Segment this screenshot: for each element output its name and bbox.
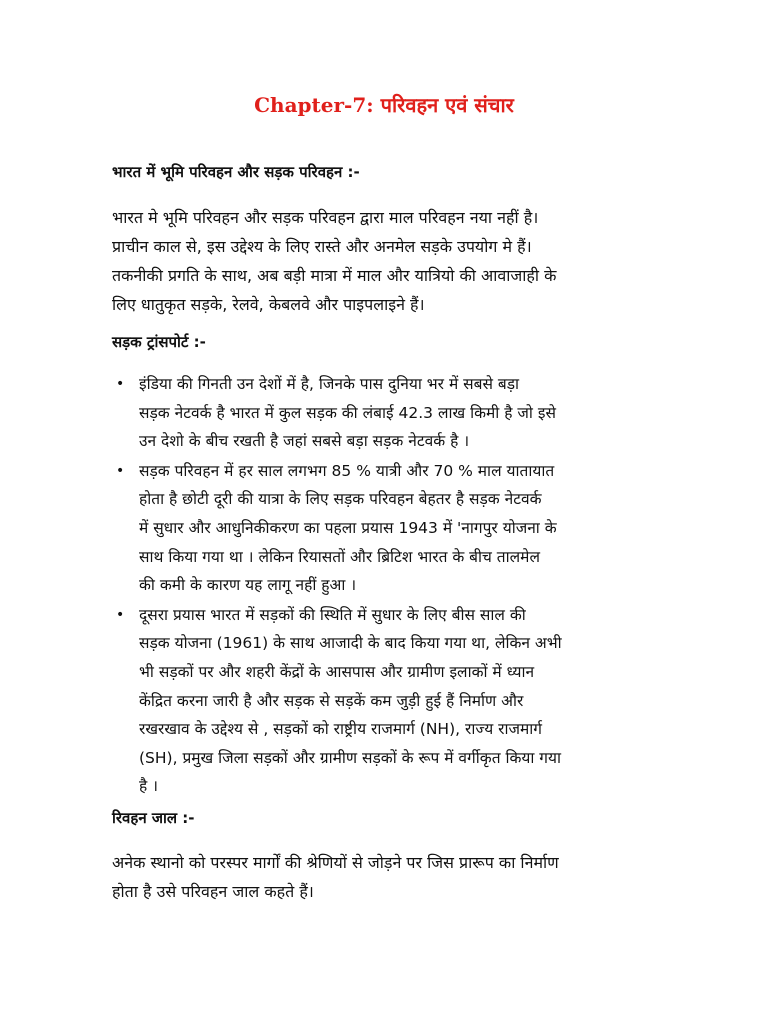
list-item-line: रखरखाव के उद्देश्य से , सड़कों को राष्ट्रीय राजमार्ग (NH), राज्य राजमार्ग — [139, 720, 542, 739]
list-item — [112, 370, 682, 456]
list-item-line: सड़क परिवहन में हर साल लगभग 85 % यात्री और 70 % माल यातायात — [139, 461, 555, 480]
list-item — [112, 601, 682, 801]
list-item-line: भी सड़कों पर और शहरी केंद्रों के आसपास और ग्रामीण इलाकों में ध्यान — [139, 662, 535, 681]
title-chapter-name: परिवहन एवं संचार — [380, 93, 514, 117]
bullet-list — [112, 370, 682, 802]
list-item-line: है । — [139, 777, 159, 796]
bullet-icon: • — [116, 376, 125, 392]
paragraph-line: होता है उसे परिवहन जाल कहते हैं। — [112, 882, 314, 901]
section-paragraph-transport-network — [112, 848, 652, 906]
bullet-icon: • — [116, 462, 125, 479]
list-item-line: इंडिया की गिनती उन देशों में है, जिनके पास दुनिया भर में सबसे बड़ा — [139, 375, 520, 393]
list-item — [112, 457, 682, 600]
list-item-line: केंद्रित करना जारी है और सड़क से सड़कें कम जुड़ी हुई हैं निर्माण और — [139, 691, 524, 710]
list-item-line: होता है छोटी दूरी की यात्रा के लिए सड़क परिवहन बेहतर है सड़क नेटवर्क — [139, 490, 542, 509]
section-heading-transport-network: रिवहन जाल :- — [112, 809, 195, 827]
bullet-icon: • — [116, 606, 125, 623]
title-chapter-number: Chapter-7: — [254, 93, 374, 117]
section-heading-road-transport: सड़क ट्रांसपोर्ट :- — [112, 333, 206, 351]
list-item-line: साथ किया गया था । लेकिन रियासतों और ब्रिटिश भारत के बीच तालमेल — [139, 547, 540, 566]
section-heading-land-transport: भारत में भूमि परिवहन और सड़क परिवहन :- — [112, 163, 360, 181]
list-item-line: की कमी के कारण यह लागू नहीं हुआ । — [139, 576, 357, 595]
list-item-line: उन देशो के बीच रखती है जहां सबसे बड़ा सड़क नेटवर्क है । — [139, 432, 470, 451]
list-item-line: में सुधार और आधुनिकीकरण का पहला प्रयास 1943 में 'नागपुर योजना के — [139, 518, 557, 537]
section-paragraph-land-transport — [112, 203, 652, 319]
list-item-line: दूसरा प्रयास भारत में सड़कों की स्थिति में सुधार के लिए बीस साल की — [139, 605, 526, 624]
paragraph-line: लिए धातुकृत सड़के, रेलवे, केबलवे और पाइपलाइने हैं। — [112, 295, 425, 314]
paragraph-line: प्राचीन काल से, इस उद्देश्य के लिए रास्ते और अनमेल सड़के उपयोग मे हैं। — [112, 237, 532, 256]
list-item-line: सड़क नेटवर्क है भारत में कुल सड़क की लंबाई 42.3 लाख किमी है जो इसे — [139, 403, 556, 422]
paragraph-line: अनेक स्थानो को परस्पर मार्गों की श्रेणियों से जोड़ने पर जिस प्रारूप का निर्माण — [112, 853, 559, 872]
paragraph-line: भारत मे भूमि परिवहन और सड़क परिवहन द्वारा माल परिवहन नया नहीं है। — [112, 208, 539, 227]
list-item-line: सड़क योजना (1961) के साथ आजादी के बाद किया गया था, लेकिन अभी — [139, 634, 562, 653]
page-title — [0, 90, 768, 120]
list-item-line: (SH), प्रमुख जिला सड़कों और ग्रामीण सड़कों के रूप में वर्गीकृत किया गया — [139, 748, 562, 767]
paragraph-line: तकनीकी प्रगति के साथ, अब बड़ी मात्रा में माल और यात्रियो की आवाजाही के — [112, 266, 557, 285]
